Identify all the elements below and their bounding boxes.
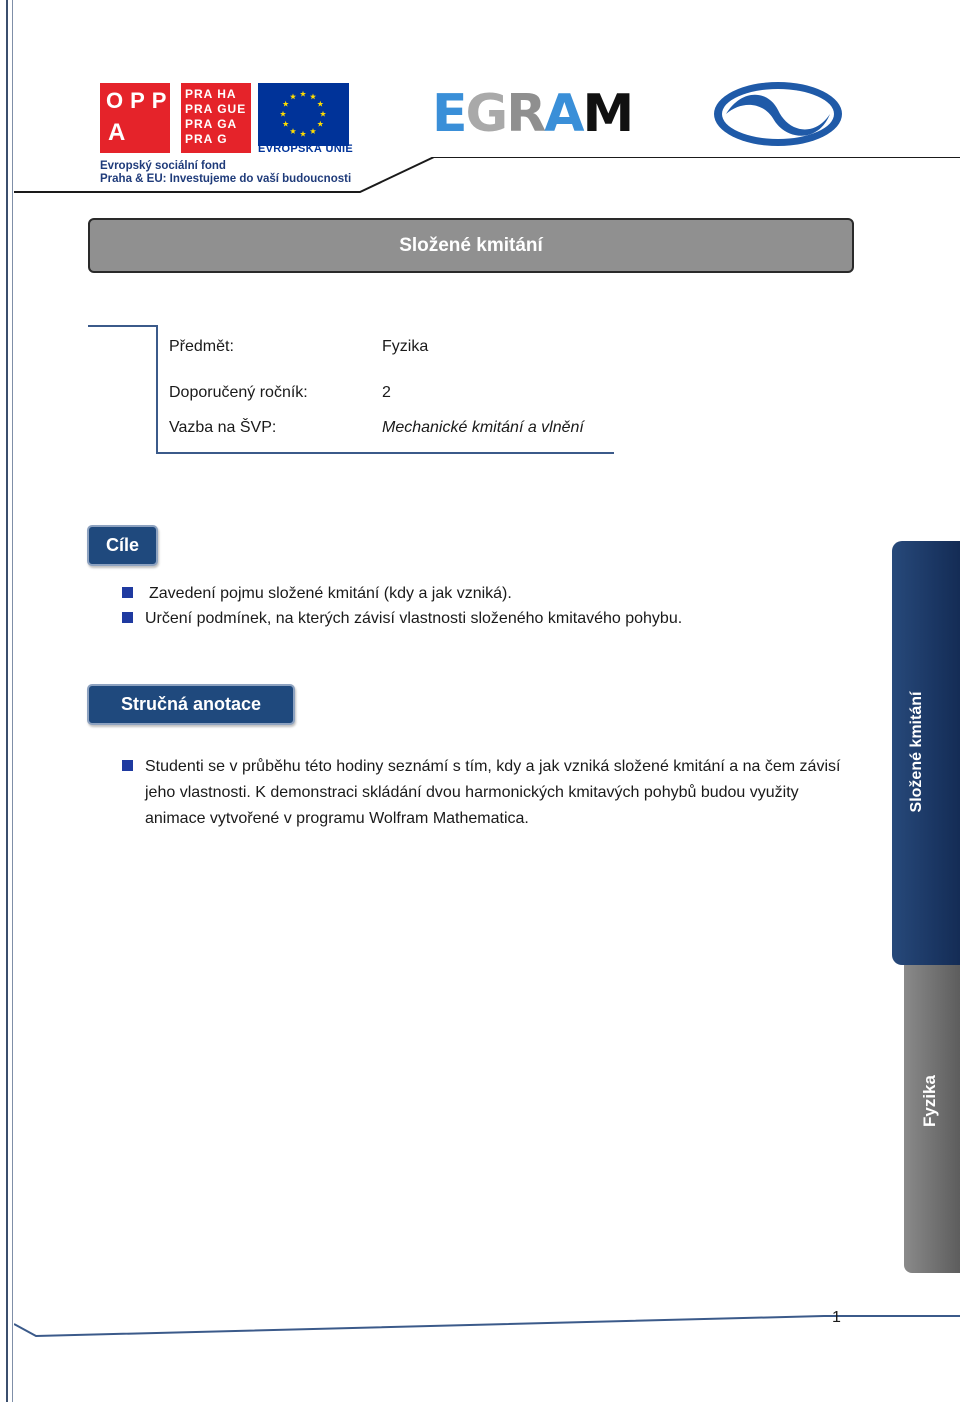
info-frame-top <box>88 325 158 327</box>
eu-label: EVROPSKÁ UNIE <box>258 143 353 155</box>
institution-swirl-logo <box>712 80 844 148</box>
page-edge-line <box>6 0 8 1402</box>
page-number: 1 <box>832 1309 841 1326</box>
goals-heading: Cíle <box>87 525 158 566</box>
eu-star <box>283 121 289 127</box>
egram-letter: A <box>544 84 583 144</box>
grade-value: 2 <box>382 384 391 401</box>
header-divider <box>14 157 960 197</box>
footer-divider <box>14 1312 960 1342</box>
side-tab-topic-label: Složené kmitání <box>908 691 925 813</box>
bullet-square-icon <box>122 587 133 598</box>
info-frame-left <box>156 325 158 454</box>
page-edge-line-inner <box>12 0 13 1402</box>
praha-line: PRA GA <box>185 117 238 131</box>
egram-letter: R <box>506 84 545 144</box>
grade-label: Doporučený ročník: <box>169 384 308 401</box>
praha-line: PRA G <box>185 132 228 146</box>
eu-star <box>317 121 323 127</box>
annotation-heading: Stručná anotace <box>87 684 295 725</box>
opp-logo-letters: OPP <box>106 88 174 113</box>
eu-flag-logo <box>258 83 349 146</box>
egram-letter: M <box>582 84 633 144</box>
egram-logo <box>432 84 632 144</box>
info-frame-bottom <box>156 452 614 454</box>
bullet-square-icon <box>122 612 133 623</box>
list-item <box>122 585 822 605</box>
praha-logo <box>181 83 251 153</box>
subject-label: Předmět: <box>169 338 234 355</box>
egram-letter: E <box>432 84 466 144</box>
eu-stars-icon <box>258 83 349 146</box>
list-item <box>122 610 822 630</box>
egram-letter: G <box>465 84 507 144</box>
praha-line: PRA HA <box>185 87 237 101</box>
eu-star <box>317 101 323 107</box>
eu-star <box>300 91 306 97</box>
praha-line: PRA GUE <box>185 102 247 116</box>
page-title: Složené kmitání <box>88 218 854 273</box>
bullet-square-icon <box>122 760 133 771</box>
svp-label: Vazba na ŠVP: <box>169 419 277 436</box>
eu-star <box>320 111 326 117</box>
side-tab-subject-label: Fyzika <box>920 1075 939 1127</box>
eu-star <box>310 93 316 99</box>
goal-item-text: Zavedení pojmu složené kmitání (kdy a jak vzniká). <box>149 585 512 602</box>
eu-star <box>290 128 296 134</box>
goal-item-text: Určení podmínek, na kterých závisí vlastnosti složeného kmitavého pohybu. <box>145 610 683 627</box>
eu-star <box>290 93 296 99</box>
esf-caption-line1: Evropský sociální fond <box>100 160 226 172</box>
eu-star <box>280 111 286 117</box>
svp-value: Mechanické kmitání a vlnění <box>382 419 584 436</box>
eu-star <box>283 101 289 107</box>
opp-logo-a: A <box>108 119 126 146</box>
eu-star <box>310 128 316 134</box>
subject-value: Fyzika <box>382 338 429 355</box>
opp-logo <box>100 83 174 153</box>
eu-star <box>300 131 306 137</box>
esf-caption-line2: Praha & EU: Investujeme do vaší budoucnosti <box>100 173 352 185</box>
annotation-text: Studenti se v průběhu této hodiny seznámí s tím, kdy a jak vzniká složené kmitání a na čem závisí jeho vlastnosti. K demonstraci skládání dvou harmonických kmitavých pohybů budou využity animace vytvořené v programu Wolfram Mathematica. <box>145 758 841 827</box>
